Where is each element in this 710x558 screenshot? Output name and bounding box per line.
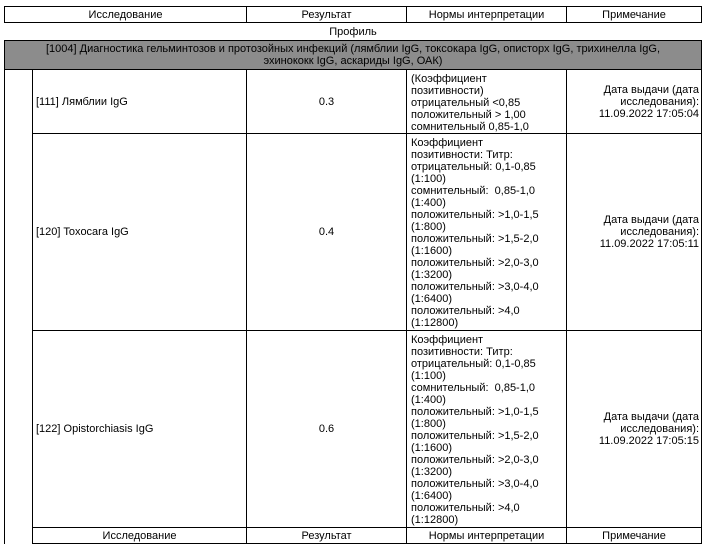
note-line: 11.09.2022 17:05:15 [598,435,700,447]
header-result: Результат [247,528,407,544]
norm-line: (1:800) [411,418,446,430]
test-norms [407,70,567,134]
norm-line: позитивности) [411,85,484,97]
norm-line: положительный: >4,0 [411,502,520,514]
test-result: 0.4 [247,134,407,331]
norm-line: позитивности: Титр: [411,149,513,161]
note-line: исследования): [620,95,700,108]
norm-line: положительный: >2,0-3,0 [411,454,539,466]
norm-line: (1:6400) [411,293,452,305]
test-name: [111] Лямблии IgG [33,70,247,134]
test-norms [407,331,567,528]
norm-line: (1:6400) [411,490,452,502]
row-indent [5,528,33,544]
test-note [567,70,702,134]
row-indent [5,134,33,331]
note-line: исследования): [620,423,700,435]
table-row [5,331,702,528]
norm-line: (1:12800) [411,317,459,329]
test-name: [120] Toxocara IgG [33,134,247,331]
norm-line: положительный > 1,00 [411,109,526,121]
norm-line: (1:1600) [411,442,452,454]
test-result: 0.3 [247,70,407,134]
norm-line: (Коэффициент [411,73,487,85]
table-header-bottom [5,528,702,544]
note-line: Дата выдачи (дата [603,83,700,96]
group-title-line2: эхинококк IgG, аскариды IgG, ОАК) [263,55,443,67]
header-norms: Нормы интерпретации [407,528,567,544]
note-line: 11.09.2022 17:05:04 [598,107,700,120]
header-note: Примечание [567,528,702,544]
norm-line: отрицательный: 0,1-0,85 [411,161,536,173]
norm-line: сомнительный: 0,85-1,0 [411,382,536,394]
norm-line: (1:400) [411,394,446,406]
norm-line: положительный: >2,0-3,0 [411,257,539,269]
note-line: исследования): [620,226,700,238]
lab-results-table [4,6,702,544]
norm-line: положительный: >1,0-1,5 [411,406,539,418]
norm-line: позитивности: Титр: [411,346,513,358]
header-note: Примечание [567,7,702,23]
norm-line: сомнительный: 0,85-1,0 [411,185,536,197]
note-line: Дата выдачи (дата [603,411,700,423]
note-line: Дата выдачи (дата [603,214,700,226]
norm-line: Коэффициент [411,137,484,149]
norm-line: отрицательный: 0,1-0,85 [411,358,536,370]
group-title-line1: [1004] Диагностика гельминтозов и протозойных инфекций (лямблии IgG, токсокара IgG, описторх IgG, трихинелла IgG, [46,43,661,55]
test-norms [407,134,567,331]
header-test: Исследование [5,7,247,23]
test-result: 0.6 [247,331,407,528]
norm-line: (1:400) [411,197,446,209]
norm-line: положительный: >1,5-2,0 [411,233,539,245]
norm-line: сомнительный 0,85-1,0 [411,121,529,133]
norm-line: Коэффициент [411,334,484,346]
note-line: 11.09.2022 17:05:11 [599,238,700,250]
norm-line: (1:800) [411,221,446,233]
norm-line: (1:100) [411,370,446,382]
norm-line: положительный: >1,5-2,0 [411,430,539,442]
norm-line: отрицательный <0,85 [411,97,521,109]
norm-line: положительный: >4,0 [411,305,520,317]
norm-line: (1:3200) [411,269,452,281]
norm-line: (1:1600) [411,245,452,257]
test-note [567,134,702,331]
row-indent [5,331,33,528]
test-note [567,331,702,528]
group-row [5,41,702,70]
profile-label: Профиль [5,23,702,41]
header-norms: Нормы интерпретации [407,7,567,23]
test-name: [122] Opistorchiasis IgG [33,331,247,528]
group-title [5,41,702,70]
norm-line: положительный: >1,0-1,5 [411,209,539,221]
norm-line: положительный: >3,0-4,0 [411,281,539,293]
norm-line: (1:12800) [411,514,459,526]
norm-line: (1:100) [411,173,446,185]
table-row [5,134,702,331]
norm-line: положительный: >3,0-4,0 [411,478,539,490]
header-result: Результат [247,7,407,23]
row-indent [5,70,33,134]
header-test: Исследование [33,528,247,544]
profile-row [5,23,702,41]
norm-line: (1:3200) [411,466,452,478]
table-row [5,70,702,134]
table-header-top [5,7,702,23]
